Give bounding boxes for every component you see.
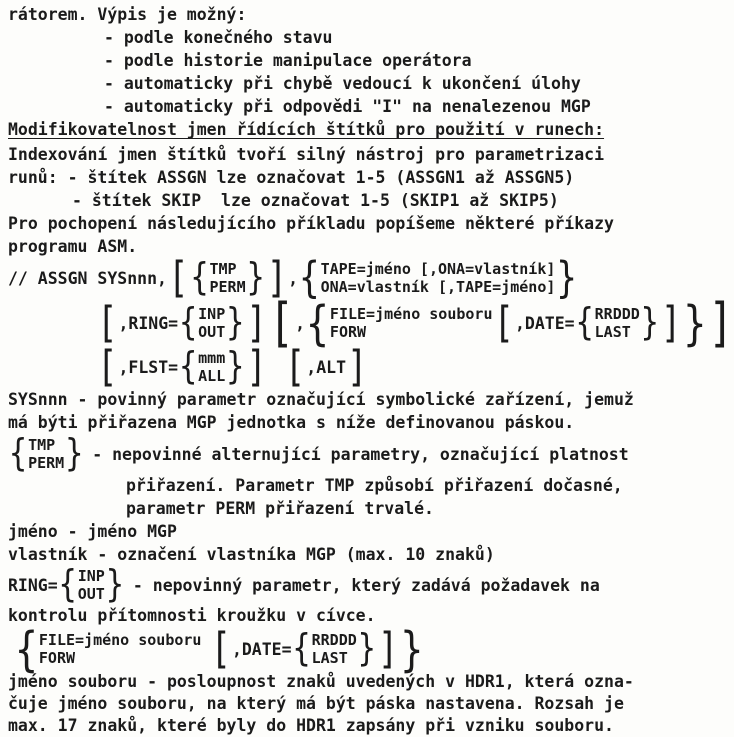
right-brace: } <box>65 431 84 476</box>
tape-ona-options: TAPE=jméno [,ONA=vlastník] ONA=vlastník [,TAPE=jméno] <box>320 260 556 296</box>
inp-out-options: INP OUT <box>77 567 105 603</box>
paragraph-line: programu ASM. <box>8 237 138 256</box>
right-brace: } <box>556 253 577 303</box>
runs-line-skip: - štítek SKIP lze označovat 1-5 (SKIP1 až SKIP5) <box>72 191 559 210</box>
tmpperm-definition-text: - nepovinné alternující parametry, označující platnost <box>92 444 629 464</box>
right-bracket: ] <box>377 624 399 674</box>
left-brace: { <box>15 621 38 677</box>
ring-label: ,RING= <box>118 313 179 333</box>
left-brace: { <box>58 562 77 607</box>
right-brace: } <box>357 626 376 671</box>
paragraph-line: Indexování jmen štítků tvoří silný nástroj pro parametrizaci <box>8 145 605 164</box>
bullet-item: - automaticky při chybě vedoucí k ukončení úlohy <box>104 74 581 93</box>
assgn-formula-row-1 <box>8 253 662 303</box>
assgn-formula-row-2 <box>96 291 734 353</box>
right-bracket: ] <box>660 298 682 348</box>
bullet-item: - automaticky při odpovědi "I" na nenalezenou MGP <box>104 97 591 116</box>
comma: , <box>295 313 306 333</box>
left-bracket: [ <box>97 342 118 392</box>
tmpperm-definition-row <box>8 431 662 476</box>
date-label: ,DATE= <box>514 313 575 333</box>
left-brace: { <box>179 344 198 389</box>
right-bracket: ] <box>708 291 734 353</box>
ring-definition-text: - nepovinný parametr, který zadává požadavek na <box>132 575 600 595</box>
sysnnn-definition: SYSnnn - povinný parametr označující symbolické zařízení, jemuž <box>8 390 634 409</box>
date-options: RRDDD LAST <box>594 305 640 341</box>
alt-label: ,ALT <box>306 357 347 377</box>
left-brace: { <box>9 431 28 476</box>
file-forw-options: FILE=jméno souboru FORW <box>38 631 202 667</box>
left-brace: { <box>306 295 329 351</box>
left-brace: { <box>190 255 209 300</box>
date-label: ,DATE= <box>231 639 292 659</box>
comma: , <box>288 268 299 288</box>
right-brace: } <box>683 295 707 351</box>
runs-line-assgn: runů: - štítek ASSGN lze označovat 1-5 (ASSGN1 až ASSGN5) <box>8 168 575 187</box>
inp-out-options: INP OUT <box>198 305 226 341</box>
jmeno-definition: jméno - jméno MGP <box>8 522 177 541</box>
intro-line: rátorem. Výpis je možný: <box>8 5 247 24</box>
ring-definition-row <box>8 562 662 607</box>
bullet-item: - podle konečného stavu <box>104 28 333 47</box>
ring-definition: kontrolu přítomnosti kroužku v cívce. <box>8 606 376 625</box>
left-bracket: [ <box>284 342 306 392</box>
right-bracket: ] <box>347 342 368 392</box>
date-options: RRDDD LAST <box>311 631 357 667</box>
bullet-item: - podle historie manipulace operátora <box>104 51 472 70</box>
right-brace: } <box>105 562 124 607</box>
right-brace: } <box>400 621 424 677</box>
right-brace: } <box>640 300 659 345</box>
assgn-formula-row-3 <box>96 342 662 392</box>
paragraph-line: Pro pochopení následujícího příkladu popíšeme některé příkazy <box>8 214 614 233</box>
left-brace: { <box>292 626 311 671</box>
left-bracket: [ <box>97 298 118 348</box>
right-bracket: ] <box>246 342 267 392</box>
left-bracket: [ <box>167 253 189 303</box>
right-bracket: ] <box>246 298 267 348</box>
left-brace: { <box>179 300 198 345</box>
section-heading: Modifikovatelnost jmen řídících štítků pro použití v runech: <box>8 120 605 139</box>
tmp-perm-options: TMP PERM <box>209 260 246 296</box>
tmp-perm-options: TMP PERM <box>28 436 65 472</box>
tmpperm-definition: parametr PERM přiřazení trvalé. <box>126 499 434 518</box>
right-brace: } <box>226 344 245 389</box>
jmeno-souboru-definition: jméno souboru - posloupnost znaků uvedených v HDR1, která ozna- čuje jméno souboru, na který má být páska nastavena. Rozsah je max. 17 znaků, které byly do HDR1 zapsány při vzniku souboru. <box>8 672 634 735</box>
ring-label: RING= <box>8 575 58 595</box>
left-brace: { <box>299 253 320 303</box>
flst-label: ,FLST= <box>118 357 179 377</box>
right-brace: } <box>226 300 245 345</box>
right-bracket: ] <box>266 253 288 303</box>
tmpperm-definition: přiřazení. Parametr TMP způsobí přiřazení dočasné, <box>126 476 623 495</box>
left-bracket: [ <box>210 624 231 674</box>
right-brace: } <box>246 255 265 300</box>
left-bracket: [ <box>268 291 295 353</box>
file-forw-definition-row <box>14 621 662 677</box>
assgn-prefix: // ASSGN SYSnnn, <box>8 268 167 288</box>
file-forw-options: FILE=jméno souboru FORW <box>329 305 493 341</box>
sysnnn-definition: má býti přiřazena MGP jednotka s níže definovanou páskou. <box>8 413 575 432</box>
left-bracket: [ <box>493 298 514 348</box>
vlastnik-definition: vlastník - označení vlastníka MGP (max. 10 znaků) <box>8 545 495 564</box>
left-brace: { <box>575 300 594 345</box>
flst-options: mmm ALL <box>198 349 226 385</box>
